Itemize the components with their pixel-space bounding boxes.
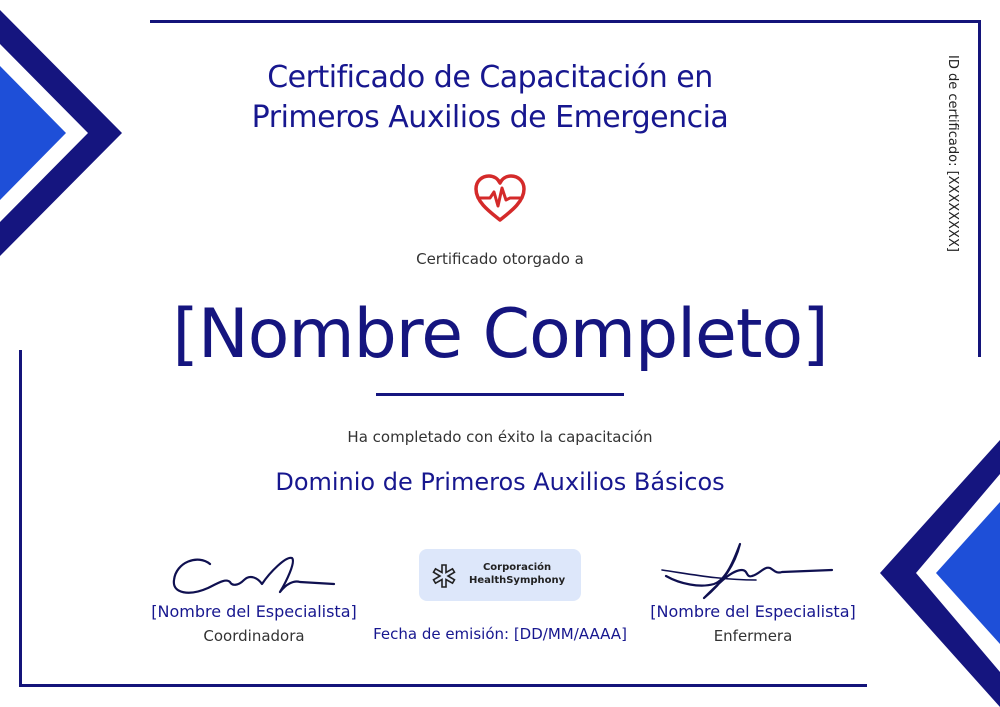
title-line-1: Certificado de Capacitación en xyxy=(267,60,713,95)
left-chevron-decoration xyxy=(0,0,130,270)
certificate-title xyxy=(180,58,800,138)
awarded-to-label: Certificado otorgado a xyxy=(416,250,584,268)
frame-bottom-line xyxy=(19,684,867,687)
frame-right-line xyxy=(978,20,981,357)
medical-star-icon xyxy=(431,563,457,589)
right-chevron-decoration xyxy=(870,440,1000,707)
course-name: Dominio de Primeros Auxilios Básicos xyxy=(275,468,725,496)
signature-right xyxy=(660,540,840,602)
left-signatory-name: [Nombre del Especialista] xyxy=(151,602,357,621)
name-underline xyxy=(376,393,624,396)
organization-logo xyxy=(419,549,581,601)
organization-line-2: HealthSymphony xyxy=(469,575,566,586)
frame-left-line xyxy=(19,350,22,687)
completed-statement: Ha completado con éxito la capacitación xyxy=(347,428,653,446)
frame-top-line xyxy=(150,20,980,23)
right-signatory-role: Enfermera xyxy=(713,627,793,645)
left-signatory-role: Coordinadora xyxy=(203,627,305,645)
organization-line-1: Corporación xyxy=(482,562,552,573)
title-line-2: Primeros Auxilios de Emergencia xyxy=(251,100,729,135)
heart-pulse-icon xyxy=(472,172,528,224)
signature-left xyxy=(168,552,338,602)
issue-date: Fecha de emisión: [DD/MM/AAAA] xyxy=(373,625,627,643)
organization-name xyxy=(469,561,565,587)
right-signatory-name: [Nombre del Especialista] xyxy=(650,602,856,621)
certificate-id: ID de certificado: [XXXXXXXX] xyxy=(945,55,960,252)
recipient-name: [Nombre Completo] xyxy=(172,295,828,374)
